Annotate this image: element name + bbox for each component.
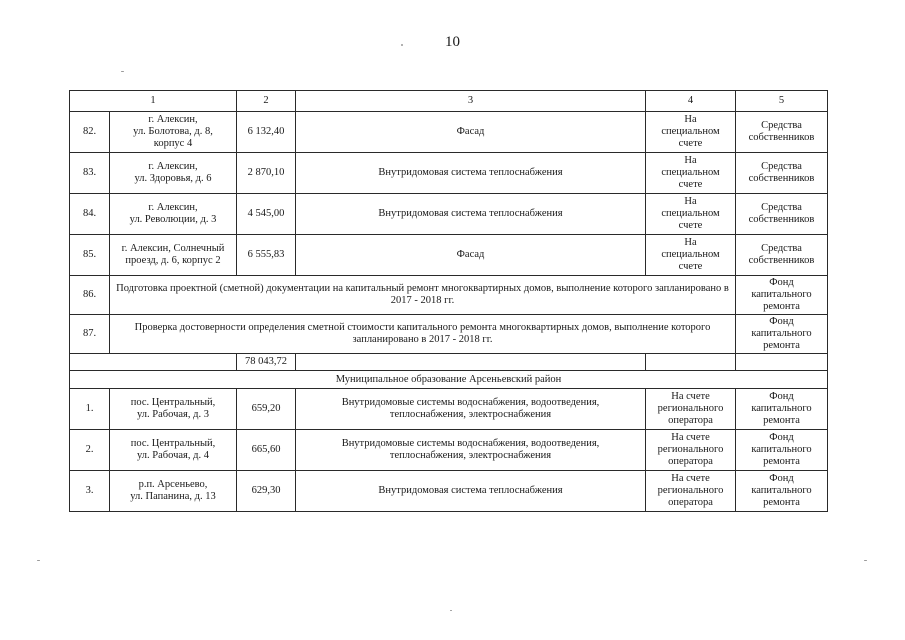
header-col-5: 5 bbox=[736, 91, 828, 112]
work-type-cell: Внутридомовая система теплоснабжения bbox=[296, 153, 646, 194]
total-empty-cell bbox=[736, 354, 828, 371]
row-number: 83. bbox=[70, 153, 110, 194]
scan-speck bbox=[401, 44, 403, 46]
address-cell: г. Алексин, Солнечный проезд, д. 6, корпус 2 bbox=[110, 235, 237, 276]
account-cell: На счете регионального оператора bbox=[646, 471, 736, 512]
work-description-cell: Подготовка проектной (сметной) документации на капитальный ремонт многоквартирных домов, выполнение которого запланировано в 2017 - 2018 гг. bbox=[110, 276, 736, 315]
header-col-4: 4 bbox=[646, 91, 736, 112]
account-cell: На счете регионального оператора bbox=[646, 389, 736, 430]
scan-speck bbox=[450, 610, 452, 611]
section-title: Муниципальное образование Арсеньевский район bbox=[70, 371, 828, 389]
table-row bbox=[70, 276, 828, 315]
row-number: 82. bbox=[70, 112, 110, 153]
row-number: 87. bbox=[70, 315, 110, 354]
table-row bbox=[70, 430, 828, 471]
work-type-cell: Внутридомовая система теплоснабжения bbox=[296, 471, 646, 512]
work-type-cell: Внутридомовая система теплоснабжения bbox=[296, 194, 646, 235]
row-number: 2. bbox=[70, 430, 110, 471]
address-cell: г. Алексин, ул. Болотова, д. 8, корпус 4 bbox=[110, 112, 237, 153]
address-cell: пос. Центральный, ул. Рабочая, д. 3 bbox=[110, 389, 237, 430]
funding-source-cell: Средства собственников bbox=[736, 235, 828, 276]
total-empty-cell bbox=[70, 354, 237, 371]
account-cell: На специальном счете bbox=[646, 153, 736, 194]
funding-source-cell: Средства собственников bbox=[736, 112, 828, 153]
total-row bbox=[70, 354, 828, 371]
table-row bbox=[70, 112, 828, 153]
scan-speck bbox=[121, 71, 124, 72]
account-cell: На специальном счете bbox=[646, 194, 736, 235]
table-row bbox=[70, 315, 828, 354]
funding-source-cell: Фонд капитального ремонта bbox=[736, 430, 828, 471]
header-col-3: 3 bbox=[296, 91, 646, 112]
account-cell: На специальном счете bbox=[646, 112, 736, 153]
header-col-1: 1 bbox=[70, 91, 237, 112]
row-number: 1. bbox=[70, 389, 110, 430]
work-type-cell: Фасад bbox=[296, 235, 646, 276]
account-cell: На счете регионального оператора bbox=[646, 430, 736, 471]
cost-cell: 4 545,00 bbox=[237, 194, 296, 235]
cost-cell: 665,60 bbox=[237, 430, 296, 471]
work-description-cell: Проверка достоверности определения сметной стоимости капитального ремонта многоквартирных домов, выполнение которого запланировано в 2017 - 2018 гг. bbox=[110, 315, 736, 354]
table-row bbox=[70, 235, 828, 276]
cost-cell: 6 555,83 bbox=[237, 235, 296, 276]
cost-cell: 2 870,10 bbox=[237, 153, 296, 194]
address-cell: г. Алексин, ул. Здоровья, д. 6 bbox=[110, 153, 237, 194]
work-type-cell: Внутридомовые системы водоснабжения, водоотведения, теплоснабжения, электроснабжения bbox=[296, 389, 646, 430]
row-number: 84. bbox=[70, 194, 110, 235]
address-cell: р.п. Арсеньево, ул. Папанина, д. 13 bbox=[110, 471, 237, 512]
table-row bbox=[70, 471, 828, 512]
scan-speck bbox=[37, 560, 40, 561]
funding-source-cell: Средства собственников bbox=[736, 153, 828, 194]
funding-source-cell: Фонд капитального ремонта bbox=[736, 471, 828, 512]
row-number: 86. bbox=[70, 276, 110, 315]
section-header-row bbox=[70, 371, 828, 389]
cost-cell: 6 132,40 bbox=[237, 112, 296, 153]
table-row bbox=[70, 194, 828, 235]
address-cell: пос. Центральный, ул. Рабочая, д. 4 bbox=[110, 430, 237, 471]
funding-source-cell: Средства собственников bbox=[736, 194, 828, 235]
table-row bbox=[70, 389, 828, 430]
repair-plan-table bbox=[69, 90, 828, 512]
cost-cell: 629,30 bbox=[237, 471, 296, 512]
address-cell: г. Алексин, ул. Революции, д. 3 bbox=[110, 194, 237, 235]
total-cost-cell: 78 043,72 bbox=[237, 354, 296, 371]
row-number: 85. bbox=[70, 235, 110, 276]
page-number: 10 bbox=[445, 34, 460, 50]
funding-source-cell: Фонд капитального ремонта bbox=[736, 389, 828, 430]
table-row bbox=[70, 153, 828, 194]
funding-source-cell: Фонд капитального ремонта bbox=[736, 276, 828, 315]
header-col-2: 2 bbox=[237, 91, 296, 112]
account-cell: На специальном счете bbox=[646, 235, 736, 276]
total-empty-cell bbox=[646, 354, 736, 371]
row-number: 3. bbox=[70, 471, 110, 512]
work-type-cell: Внутридомовые системы водоснабжения, водоотведения, теплоснабжения, электроснабжения bbox=[296, 430, 646, 471]
total-empty-cell bbox=[296, 354, 646, 371]
cost-cell: 659,20 bbox=[237, 389, 296, 430]
table-header-row bbox=[70, 91, 828, 112]
funding-source-cell: Фонд капитального ремонта bbox=[736, 315, 828, 354]
work-type-cell: Фасад bbox=[296, 112, 646, 153]
scan-speck bbox=[864, 560, 867, 561]
